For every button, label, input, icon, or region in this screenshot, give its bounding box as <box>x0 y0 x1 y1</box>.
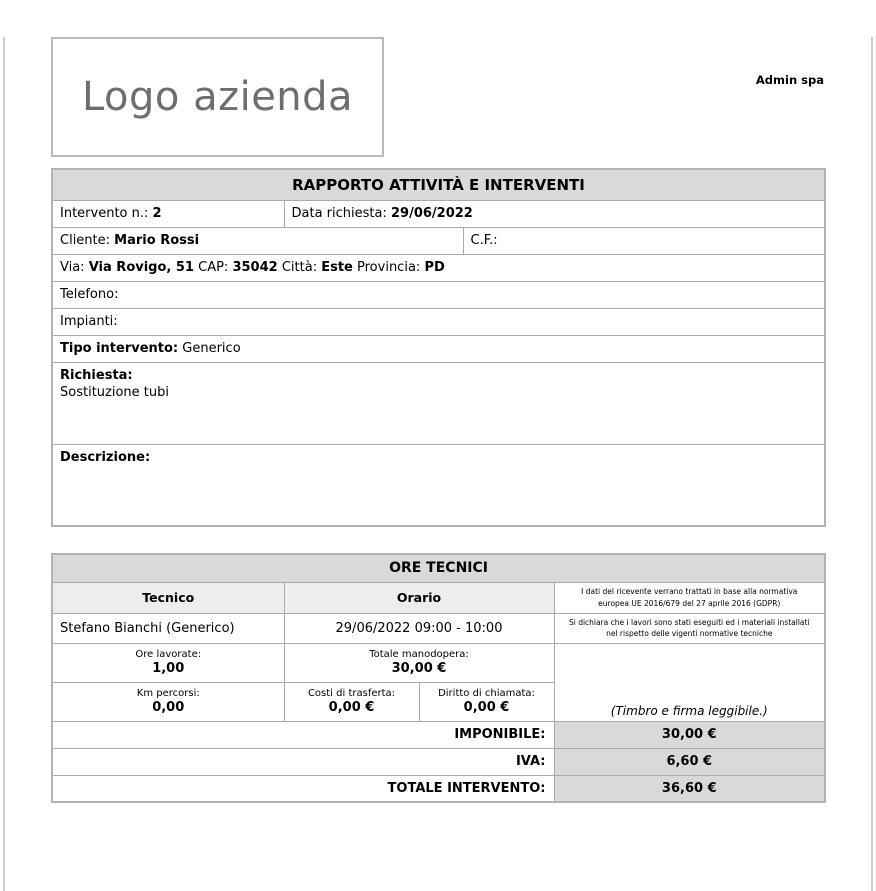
via-label: Via: <box>60 260 85 275</box>
technician-row <box>52 613 825 643</box>
diritto-chiamata-cell <box>419 682 554 721</box>
report-title-row <box>52 169 825 200</box>
descrizione-cell <box>52 444 825 526</box>
richiesta-value: Sostituzione tubi <box>60 384 169 400</box>
richiesta-label: Richiesta: <box>60 367 133 383</box>
totale-manodopera-label: Totale manodopera: <box>369 649 469 660</box>
data-richiesta-cell <box>284 200 825 227</box>
ore-tecnici-title-row <box>52 554 825 582</box>
provincia-value: PD <box>424 260 445 275</box>
report-row-richiesta <box>52 362 825 444</box>
col-header-tecnico: Tecnico <box>52 582 284 613</box>
cliente-label: Cliente: <box>60 233 111 248</box>
totale-manodopera-cell <box>284 643 554 682</box>
ore-lavorate-row <box>52 643 825 682</box>
ore-lavorate-value: 1,00 <box>152 661 185 676</box>
report-row-tipo <box>52 335 825 362</box>
richiesta-cell <box>52 362 825 444</box>
report-row-indirizzo <box>52 254 825 281</box>
ore-lavorate-label: Ore lavorate: <box>135 649 202 660</box>
gdpr-note: I dati del ricevente verrano trattati in base alla normativa europea UE 2016/679 del 27 aprile 2016 (GDPR) <box>554 582 825 613</box>
report-table <box>51 168 826 527</box>
report-row-descrizione <box>52 444 825 526</box>
company-name: Admin spa <box>755 73 824 87</box>
cliente-value: Mario Rossi <box>114 233 200 248</box>
diritto-chiamata-value: 0,00 € <box>463 700 510 715</box>
report-row-intervento <box>52 200 825 227</box>
iva-label: IVA: <box>52 748 554 775</box>
ore-tecnici-table <box>51 553 826 803</box>
iva-row <box>52 748 825 775</box>
intervento-label: Intervento n.: <box>60 206 149 221</box>
via-value: Via Rovigo, 51 <box>88 260 194 275</box>
provincia-label: Provincia: <box>357 260 421 275</box>
cap-value: 35042 <box>232 260 278 275</box>
totale-intervento-row <box>52 775 825 802</box>
report-row-telefono <box>52 281 825 308</box>
cap-label: CAP: <box>198 260 229 275</box>
cliente-cell <box>52 227 463 254</box>
imponibile-row <box>52 721 825 748</box>
report-title: RAPPORTO ATTIVITÀ E INTERVENTI <box>52 169 825 200</box>
ore-lavorate-cell <box>52 643 284 682</box>
tipo-intervento-cell <box>52 335 825 362</box>
totale-manodopera-value: 30,00 € <box>391 661 447 676</box>
telefono-cell <box>52 281 825 308</box>
imponibile-label: IMPONIBILE: <box>52 721 554 748</box>
document-page <box>3 37 873 891</box>
tipo-intervento-value: Generico <box>182 341 241 356</box>
diritto-chiamata-label: Diritto di chiamata: <box>438 688 535 699</box>
iva-value: 6,60 € <box>554 748 825 775</box>
km-percorsi-label: Km percorsi: <box>136 688 200 699</box>
impianti-label: Impianti: <box>60 314 118 329</box>
ore-tecnici-title: ORE TECNICI <box>52 554 825 582</box>
data-richiesta-label: Data richiesta: <box>291 206 387 221</box>
km-percorsi-value: 0,00 <box>152 700 185 715</box>
col-header-orario: Orario <box>284 582 554 613</box>
imponibile-value: 30,00 € <box>554 721 825 748</box>
logo-box <box>51 37 384 157</box>
citta-value: Este <box>321 260 353 275</box>
cf-cell <box>463 227 825 254</box>
totale-intervento-value: 36,60 € <box>554 775 825 802</box>
costi-trasferta-label: Costi di trasferta: <box>307 688 396 699</box>
technician-orario: 29/06/2022 09:00 - 10:00 <box>284 613 554 643</box>
data-richiesta-value: 29/06/2022 <box>390 206 473 221</box>
descrizione-label: Descrizione: <box>60 449 151 465</box>
intervento-value: 2 <box>152 206 162 221</box>
totale-intervento-label: TOTALE INTERVENTO: <box>52 775 554 802</box>
report-row-impianti <box>52 308 825 335</box>
km-percorsi-cell <box>52 682 284 721</box>
timbro-firma-cell: (Timbro e firma leggibile.) <box>554 643 825 721</box>
technician-name: Stefano Bianchi (Generico) <box>52 613 284 643</box>
ore-tecnici-header-row <box>52 582 825 613</box>
intervento-cell <box>52 200 284 227</box>
citta-label: Città: <box>281 260 318 275</box>
costi-trasferta-cell <box>284 682 419 721</box>
logo-text: Logo azienda <box>81 74 354 120</box>
indirizzo-cell <box>52 254 825 281</box>
dichiarazione-note: Si dichiara che i lavori sono stati eseguiti ed i materiali installati nel rispetto delle vigenti normative tecniche <box>554 613 825 643</box>
telefono-label: Telefono: <box>60 287 119 302</box>
tipo-intervento-label: Tipo intervento: <box>60 341 179 356</box>
cf-label: C.F.: <box>470 233 498 248</box>
costi-trasferta-value: 0,00 € <box>328 700 375 715</box>
report-row-cliente <box>52 227 825 254</box>
impianti-cell <box>52 308 825 335</box>
